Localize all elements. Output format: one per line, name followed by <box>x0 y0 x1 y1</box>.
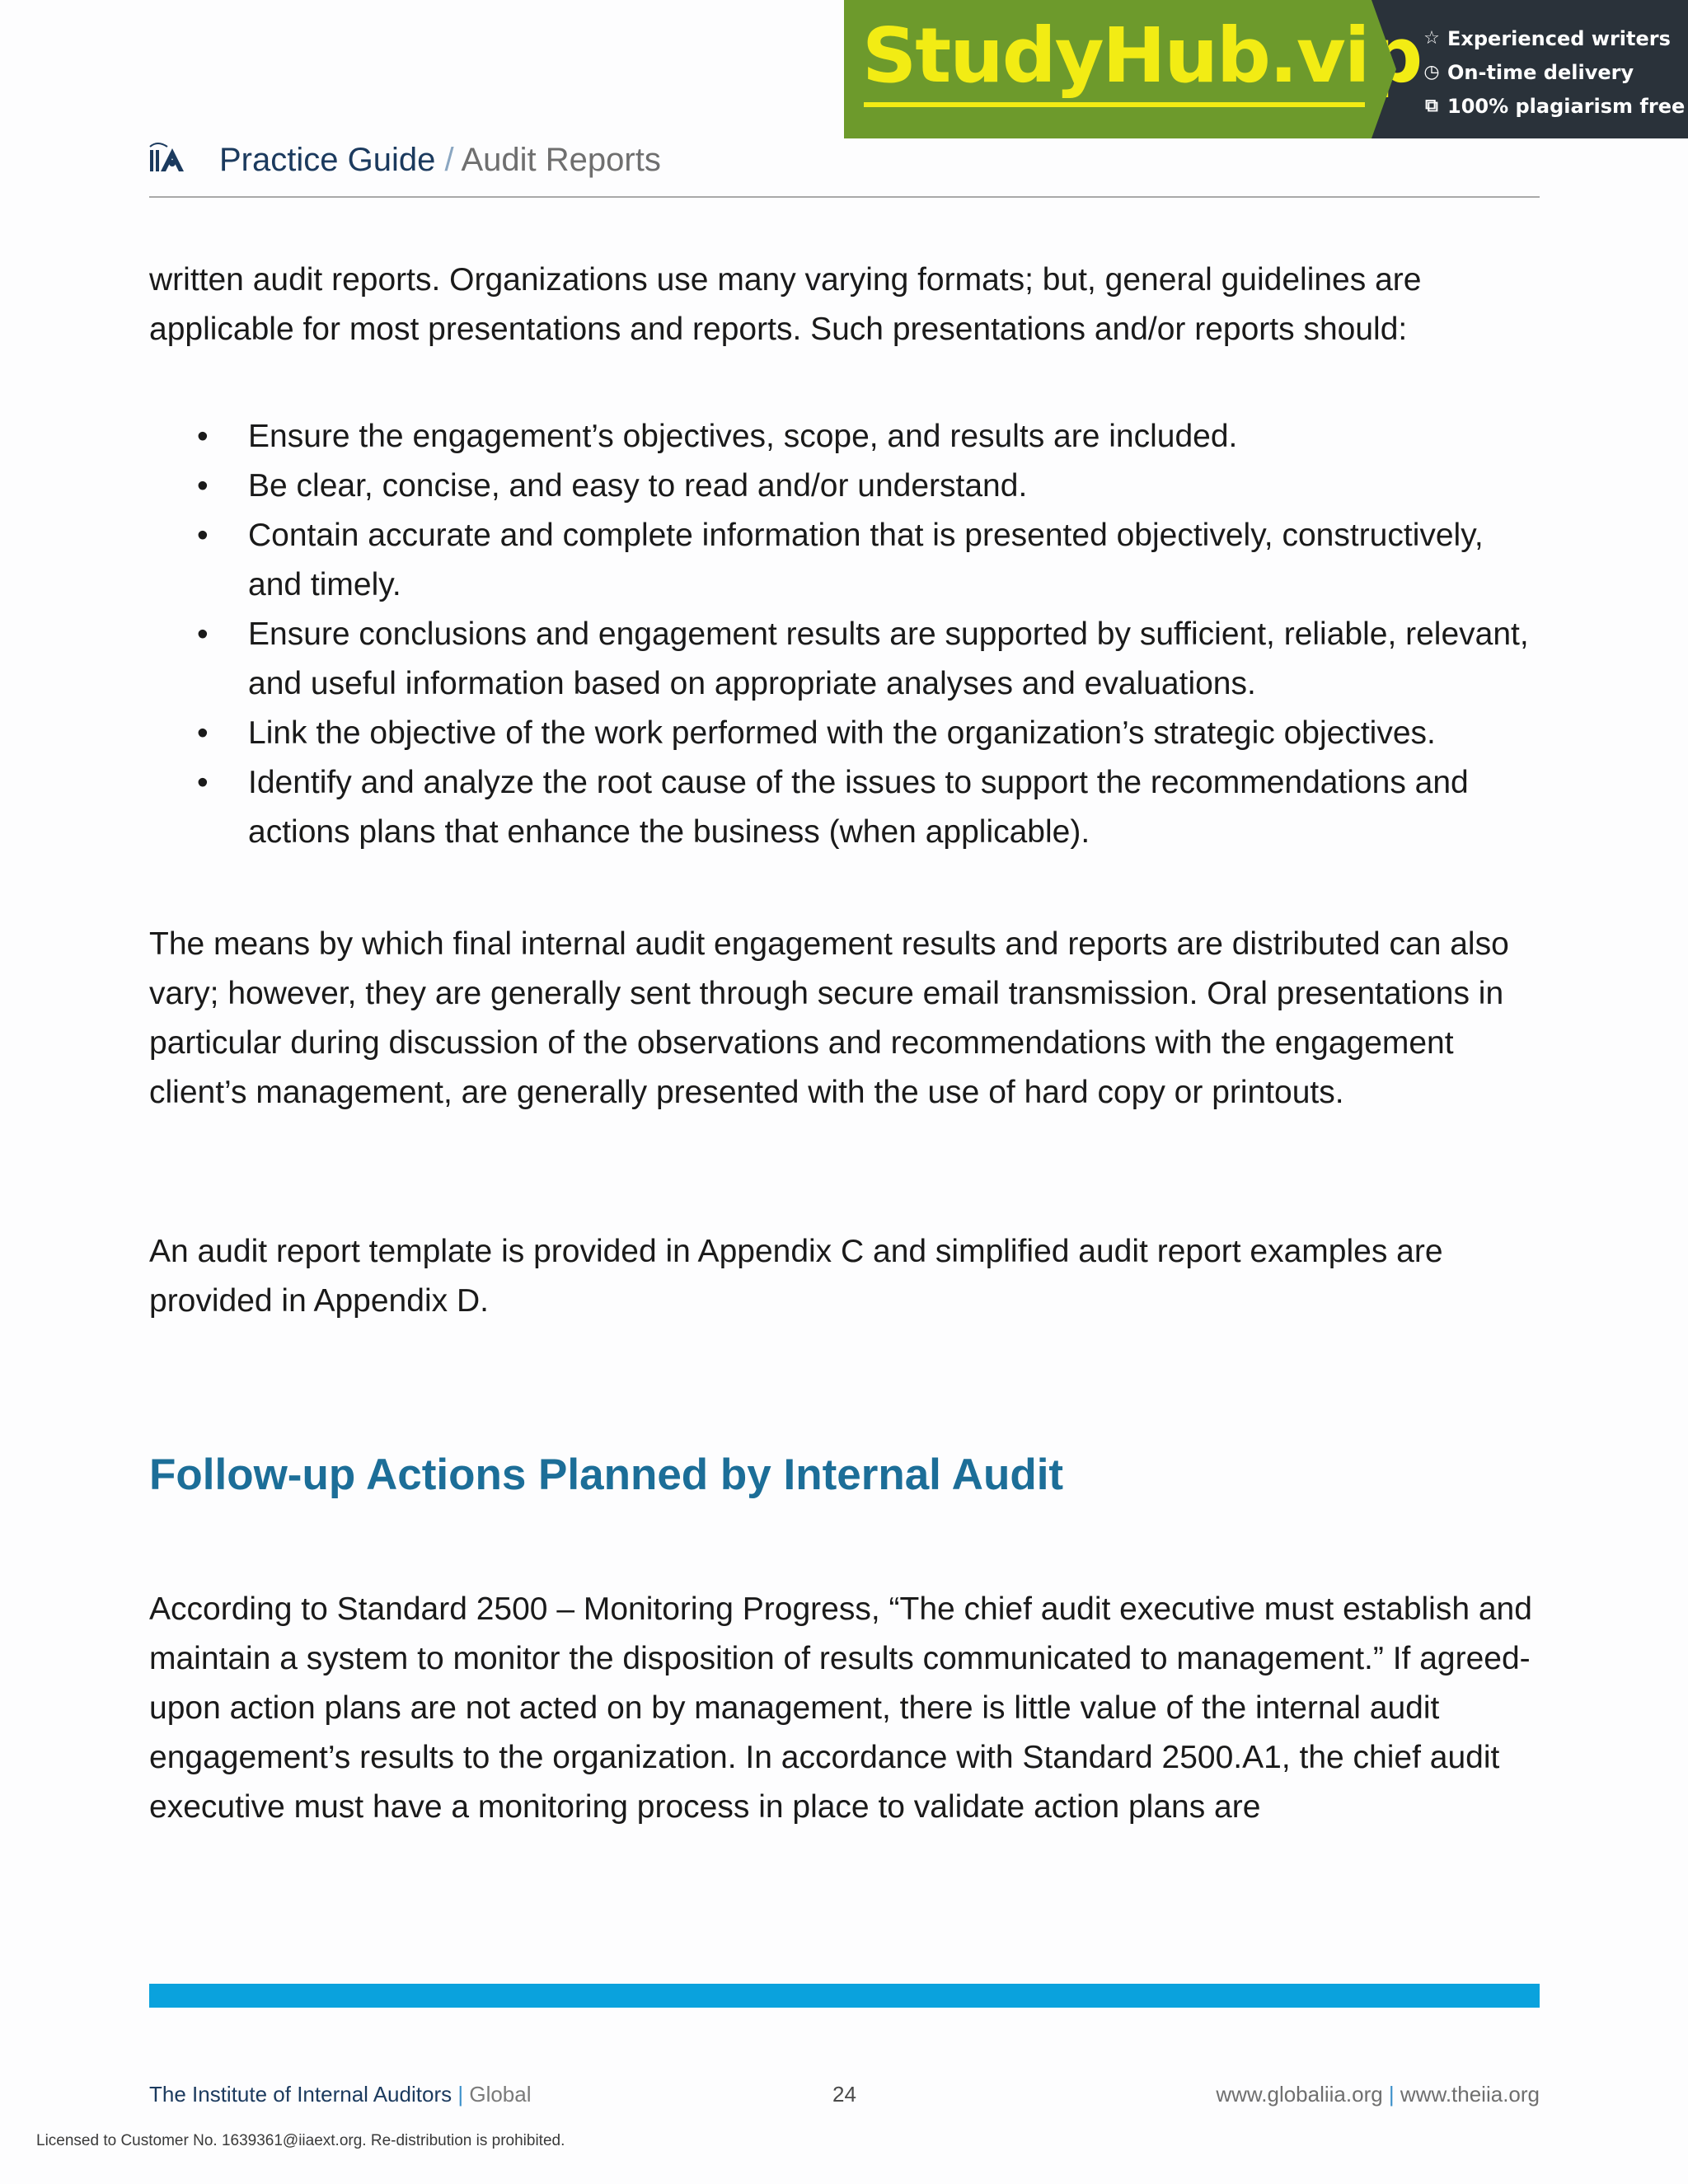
ad-banner[interactable] <box>844 0 1688 138</box>
distribution-paragraph: The means by which final internal audit engagement results and reports are distributed can also vary; however, they are generally sent through secure email transmission. Oral presentations in particular during discussion of the observations and recommendations with the engagement client’s management, are generally presented with the use of hard copy or printouts. <box>149 926 1509 1110</box>
list-item <box>149 412 1542 462</box>
bullet-icon: • <box>197 765 209 800</box>
title-separator: / <box>444 142 454 178</box>
list-item <box>149 758 1542 857</box>
guide-title: Practice Guide <box>219 142 436 178</box>
banner-underline <box>864 102 1365 107</box>
bullet-icon: • <box>197 419 209 454</box>
iia-logo-icon <box>149 142 189 175</box>
bullet-icon: • <box>197 715 209 751</box>
list-item-text: Contain accurate and complete information that is presented objectively, constructively, and timely. <box>248 518 1484 602</box>
page-header <box>149 132 1540 198</box>
banner-feature-label: Experienced writers <box>1447 26 1671 50</box>
org-separator: | <box>457 2082 464 2107</box>
appendix-paragraph: An audit report template is provided in Appendix C and simplified audit report examples are provided in Appendix D. <box>149 1234 1443 1319</box>
list-item-text: Ensure the engagement’s objectives, scope, and results are included. <box>248 419 1238 454</box>
org-scope: Global <box>469 2082 532 2107</box>
globaliia-link[interactable]: www.globaliia.org <box>1216 2082 1383 2107</box>
org-name: The Institute of Internal Auditors <box>149 2082 452 2107</box>
list-item <box>149 709 1542 758</box>
list-item <box>149 511 1542 610</box>
standard-paragraph: According to Standard 2500 – Monitoring Progress, “The chief audit executive must establish and maintain a system to monitor the disposition of results communicated to management.” If agreed-upon action plans are not acted on by management, there is little value of the internal audit engagement’s results to the organization. In accordance with Standard 2500.A1, the chief audit executive must have a monitoring process in place to validate action plans are <box>149 1591 1532 1825</box>
list-item-text: Be clear, concise, and easy to read and/or understand. <box>248 468 1028 504</box>
clock-icon: ◷ <box>1423 62 1440 82</box>
intro-paragraph: written audit reports. Organizations use many varying formats; but, general guidelines are applicable for most presentations and reports. Such presentations and/or reports should: <box>149 262 1422 347</box>
bullet-icon: • <box>197 616 209 652</box>
banner-brand-name: StudyHub.vip <box>862 12 1422 100</box>
list-item-text: Link the objective of the work performed with the organization’s strategic objectives. <box>248 715 1436 751</box>
guide-subtitle: Audit Reports <box>461 142 661 178</box>
license-notice: Licensed to Customer No. 1639361@iiaext.org. Re-distribution is prohibited. <box>36 2132 565 2149</box>
footer-accent-bar <box>149 1984 1540 2008</box>
list-item <box>149 610 1542 709</box>
banner-feature-delivery <box>1421 55 1688 89</box>
guideline-list <box>149 412 1542 857</box>
banner-brand-panel[interactable] <box>844 0 1422 138</box>
banner-arrow <box>1372 0 1396 138</box>
theiia-link[interactable]: www.theiia.org <box>1400 2082 1540 2107</box>
bullet-icon: • <box>197 518 209 553</box>
link-separator: | <box>1388 2082 1395 2107</box>
copy-icon: ⧉ <box>1425 96 1438 116</box>
list-item-text: Identify and analyze the root cause of the issues to support the recommendations and actions plans that enhance the business (when applicable). <box>248 765 1469 850</box>
bullet-icon: • <box>197 468 209 504</box>
page-title <box>219 143 661 176</box>
banner-feature-writers <box>1421 21 1688 55</box>
section-heading: Follow-up Actions Planned by Internal Audit <box>149 1451 1064 1499</box>
banner-feature-label: On-time delivery <box>1447 60 1634 84</box>
banner-feature-label: 100% plagiarism free <box>1447 94 1686 118</box>
list-item-text: Ensure conclusions and engagement results are supported by sufficient, reliable, relevant, and useful information based on appropriate analyses and evaluations. <box>248 616 1529 701</box>
star-icon: ☆ <box>1423 28 1440 49</box>
list-item <box>149 462 1542 511</box>
page-number: 24 <box>832 2082 856 2107</box>
footer-links <box>1216 2082 1540 2107</box>
banner-feature-plagiarism <box>1421 89 1688 123</box>
header-divider <box>149 196 1540 198</box>
page-footer <box>149 2082 1540 2115</box>
